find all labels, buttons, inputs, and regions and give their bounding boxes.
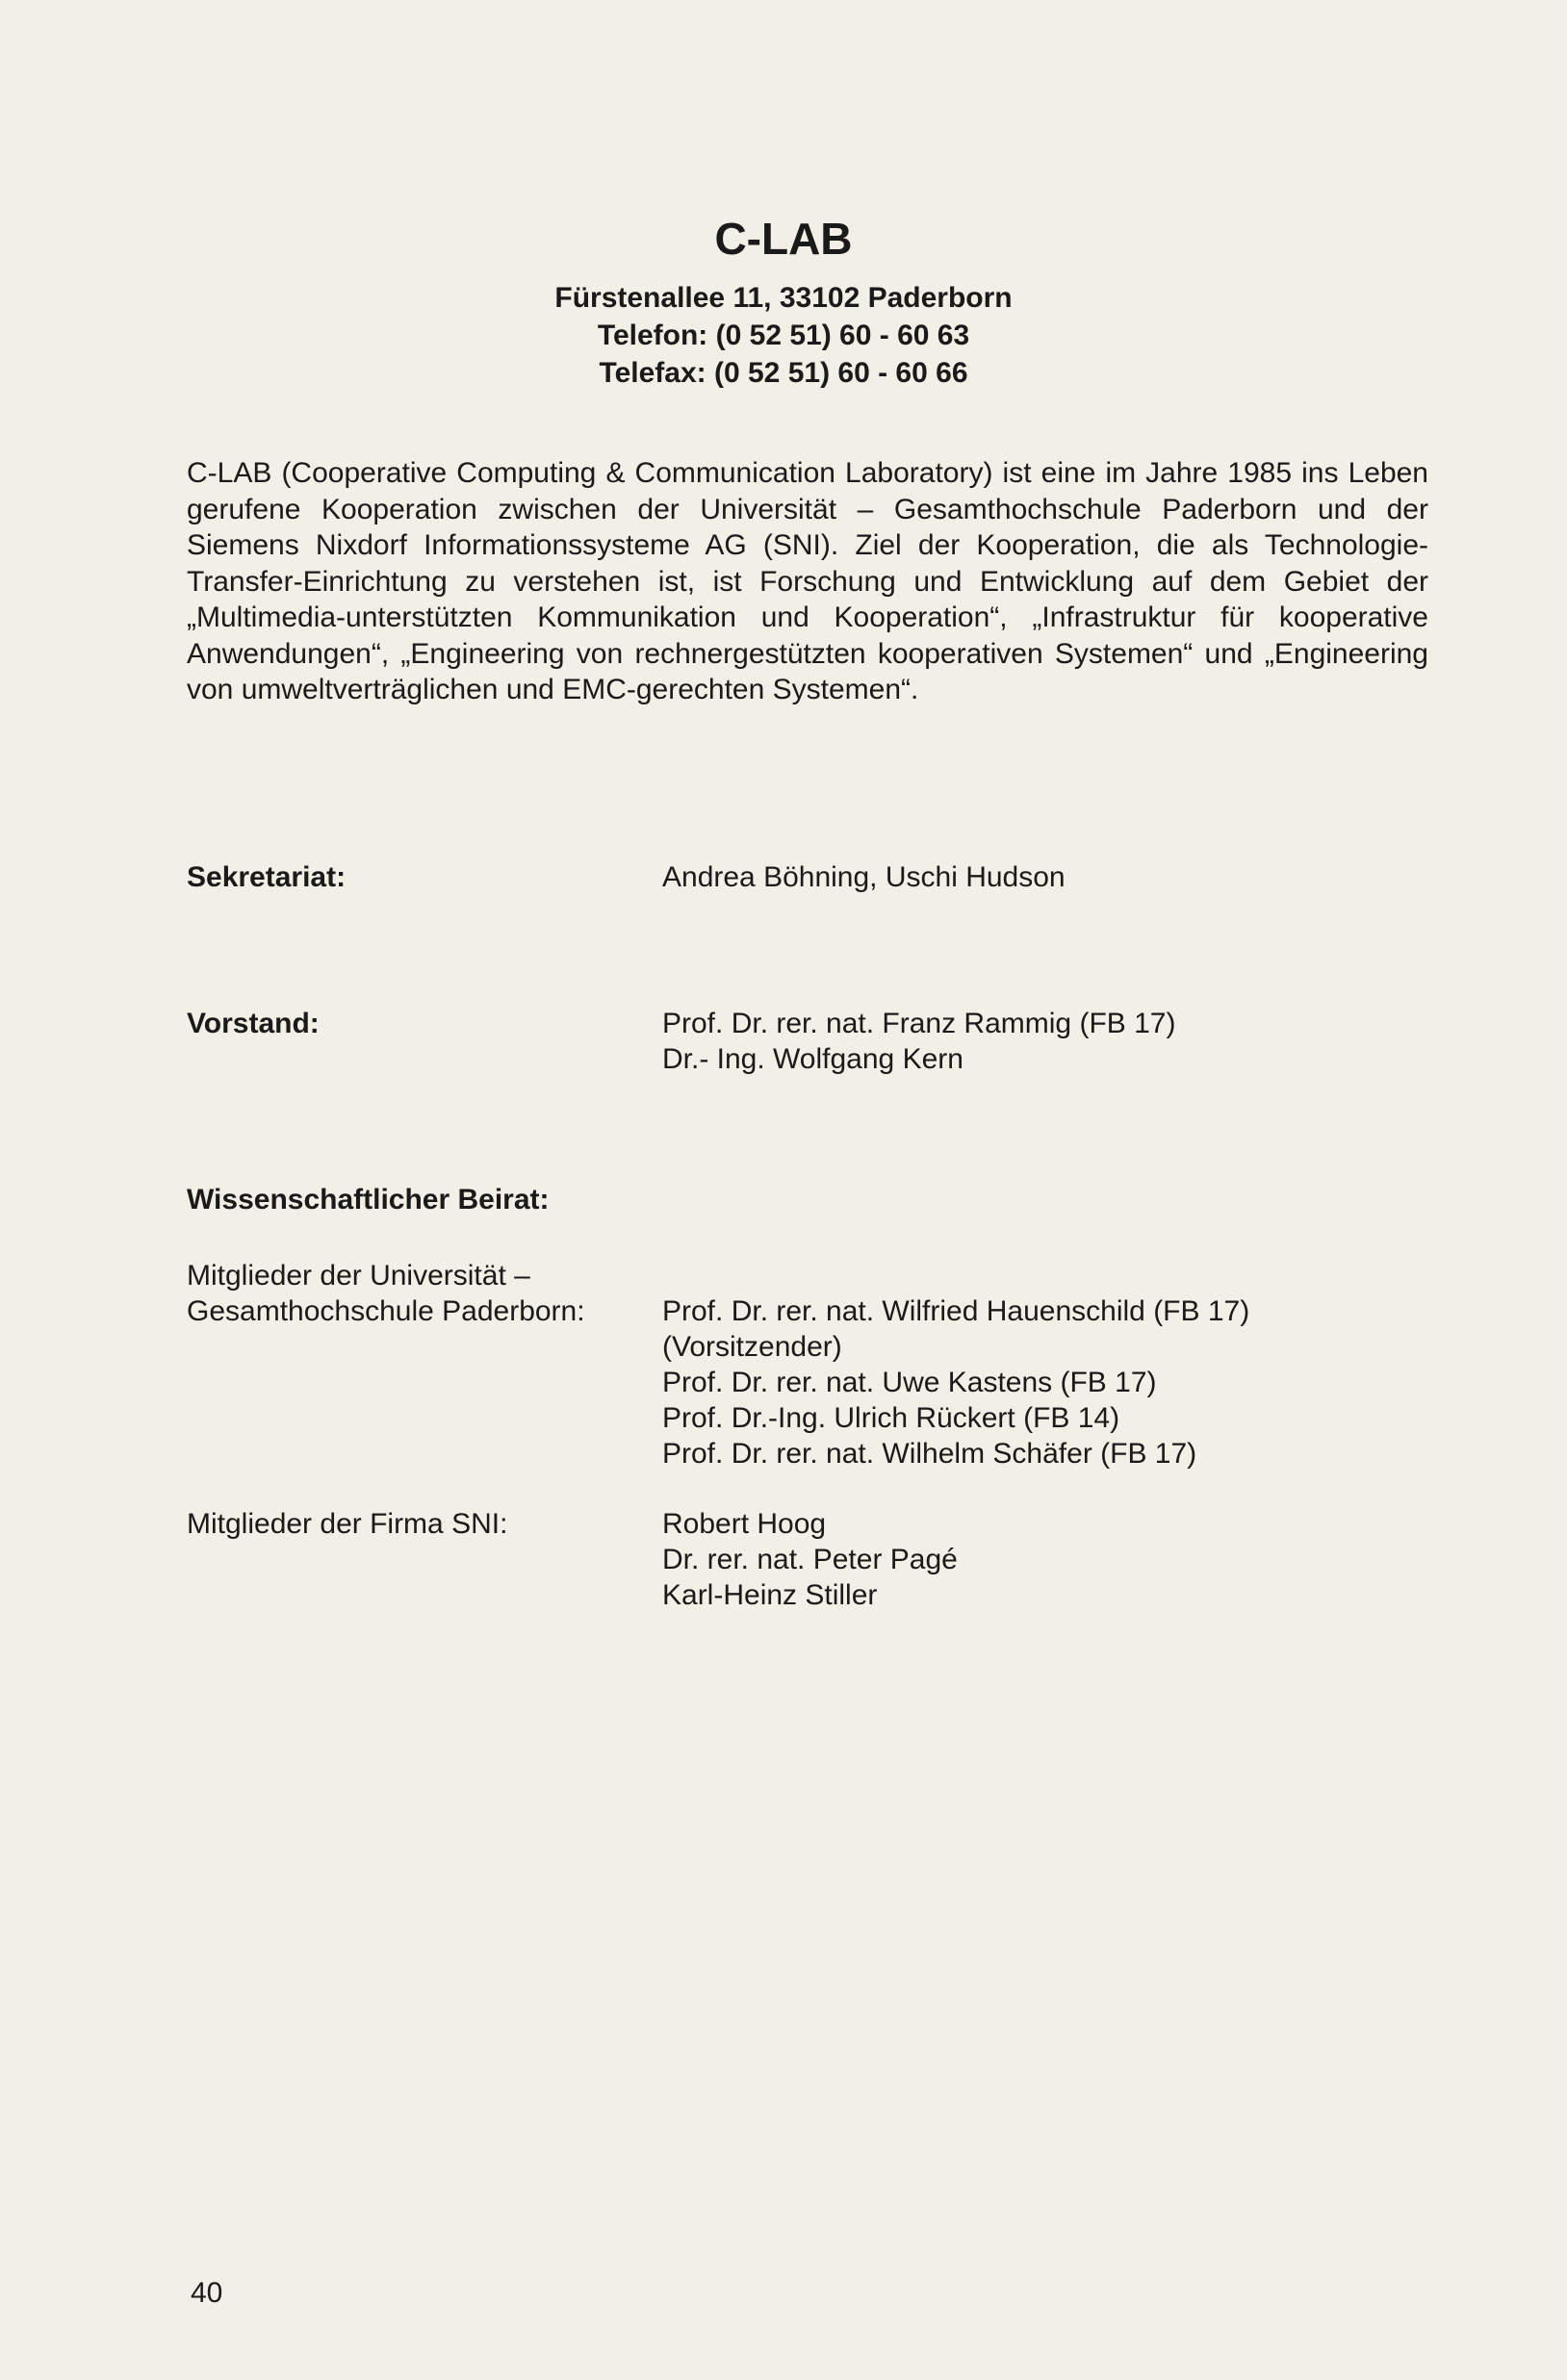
university-label-line1: Mitglieder der Universität – [187, 1260, 530, 1292]
sni-label: Mitglieder der Firma SNI: [187, 1508, 508, 1540]
vorstand-label: Vorstand: [187, 1008, 320, 1039]
university-member: Prof. Dr.-Ing. Ulrich Rückert (FB 14) [662, 1402, 1120, 1434]
sni-member: Dr. rer. nat. Peter Pagé [662, 1544, 958, 1575]
sekretariat-names: Andrea Böhning, Uschi Hudson [662, 861, 1066, 893]
sni-member: Karl-Heinz Stiller [662, 1579, 878, 1611]
address: Fürstenallee 11, 33102 Paderborn [554, 282, 1013, 314]
page-title: C-LAB [714, 214, 853, 264]
vorstand-members [662, 1006, 1175, 1077]
university-member: (Vorsitzender) [662, 1331, 842, 1363]
page-number: 40 [191, 2277, 223, 2309]
intro-text: C-LAB (Cooperative Computing & Communication Laboratory) ist eine im Jahre 1985 ins Leben gerufene Kooperation zwischen der Universität – Gesamthochschule Paderborn und der Siemens Nixdorf Informationssysteme AG (SNI). Ziel der Kooperation, die als Technologie-Transfer-Einrichtung zu verstehen ist, ist Forschung und Entwicklung auf dem Gebiet der „Multimedia-unterstützten Kommunikation und Kooperation“, „Infrastruktur für kooperative Anwendungen“, „Engineering von rechnergestützten kooperativen Systemen“ und „Engineering von umweltverträglichen und EMC-gerechten Systemen“. [187, 457, 1428, 705]
intro-paragraph [187, 455, 1428, 708]
university-members [662, 1293, 1249, 1472]
sni-members [662, 1506, 958, 1613]
university-label-line2: Gesamthochschule Paderborn: [187, 1295, 585, 1327]
vorstand-member: Dr.- Ing. Wolfgang Kern [662, 1043, 963, 1075]
university-member: Prof. Dr. rer. nat. Wilfried Hauenschild (FB 17) [662, 1295, 1250, 1327]
sni-members-label [187, 1506, 507, 1542]
sekretariat-label: Sekretariat: [187, 861, 347, 893]
sekretariat-value [662, 859, 1066, 895]
header-block [0, 212, 1567, 392]
sni-member: Robert Hoog [662, 1508, 827, 1540]
beirat-label: Wissenschaftlicher Beirat: [187, 1184, 550, 1216]
vorstand-member: Prof. Dr. rer. nat. Franz Rammig (FB 17) [662, 1008, 1176, 1039]
university-member: Prof. Dr. rer. nat. Wilhelm Schäfer (FB 17) [662, 1438, 1197, 1470]
university-member: Prof. Dr. rer. nat. Uwe Kastens (FB 17) [662, 1367, 1157, 1398]
fax: Telefax: (0 52 51) 60 - 60 66 [599, 357, 968, 389]
university-members-label [187, 1258, 585, 1329]
phone: Telefon: (0 52 51) 60 - 60 63 [597, 320, 970, 351]
